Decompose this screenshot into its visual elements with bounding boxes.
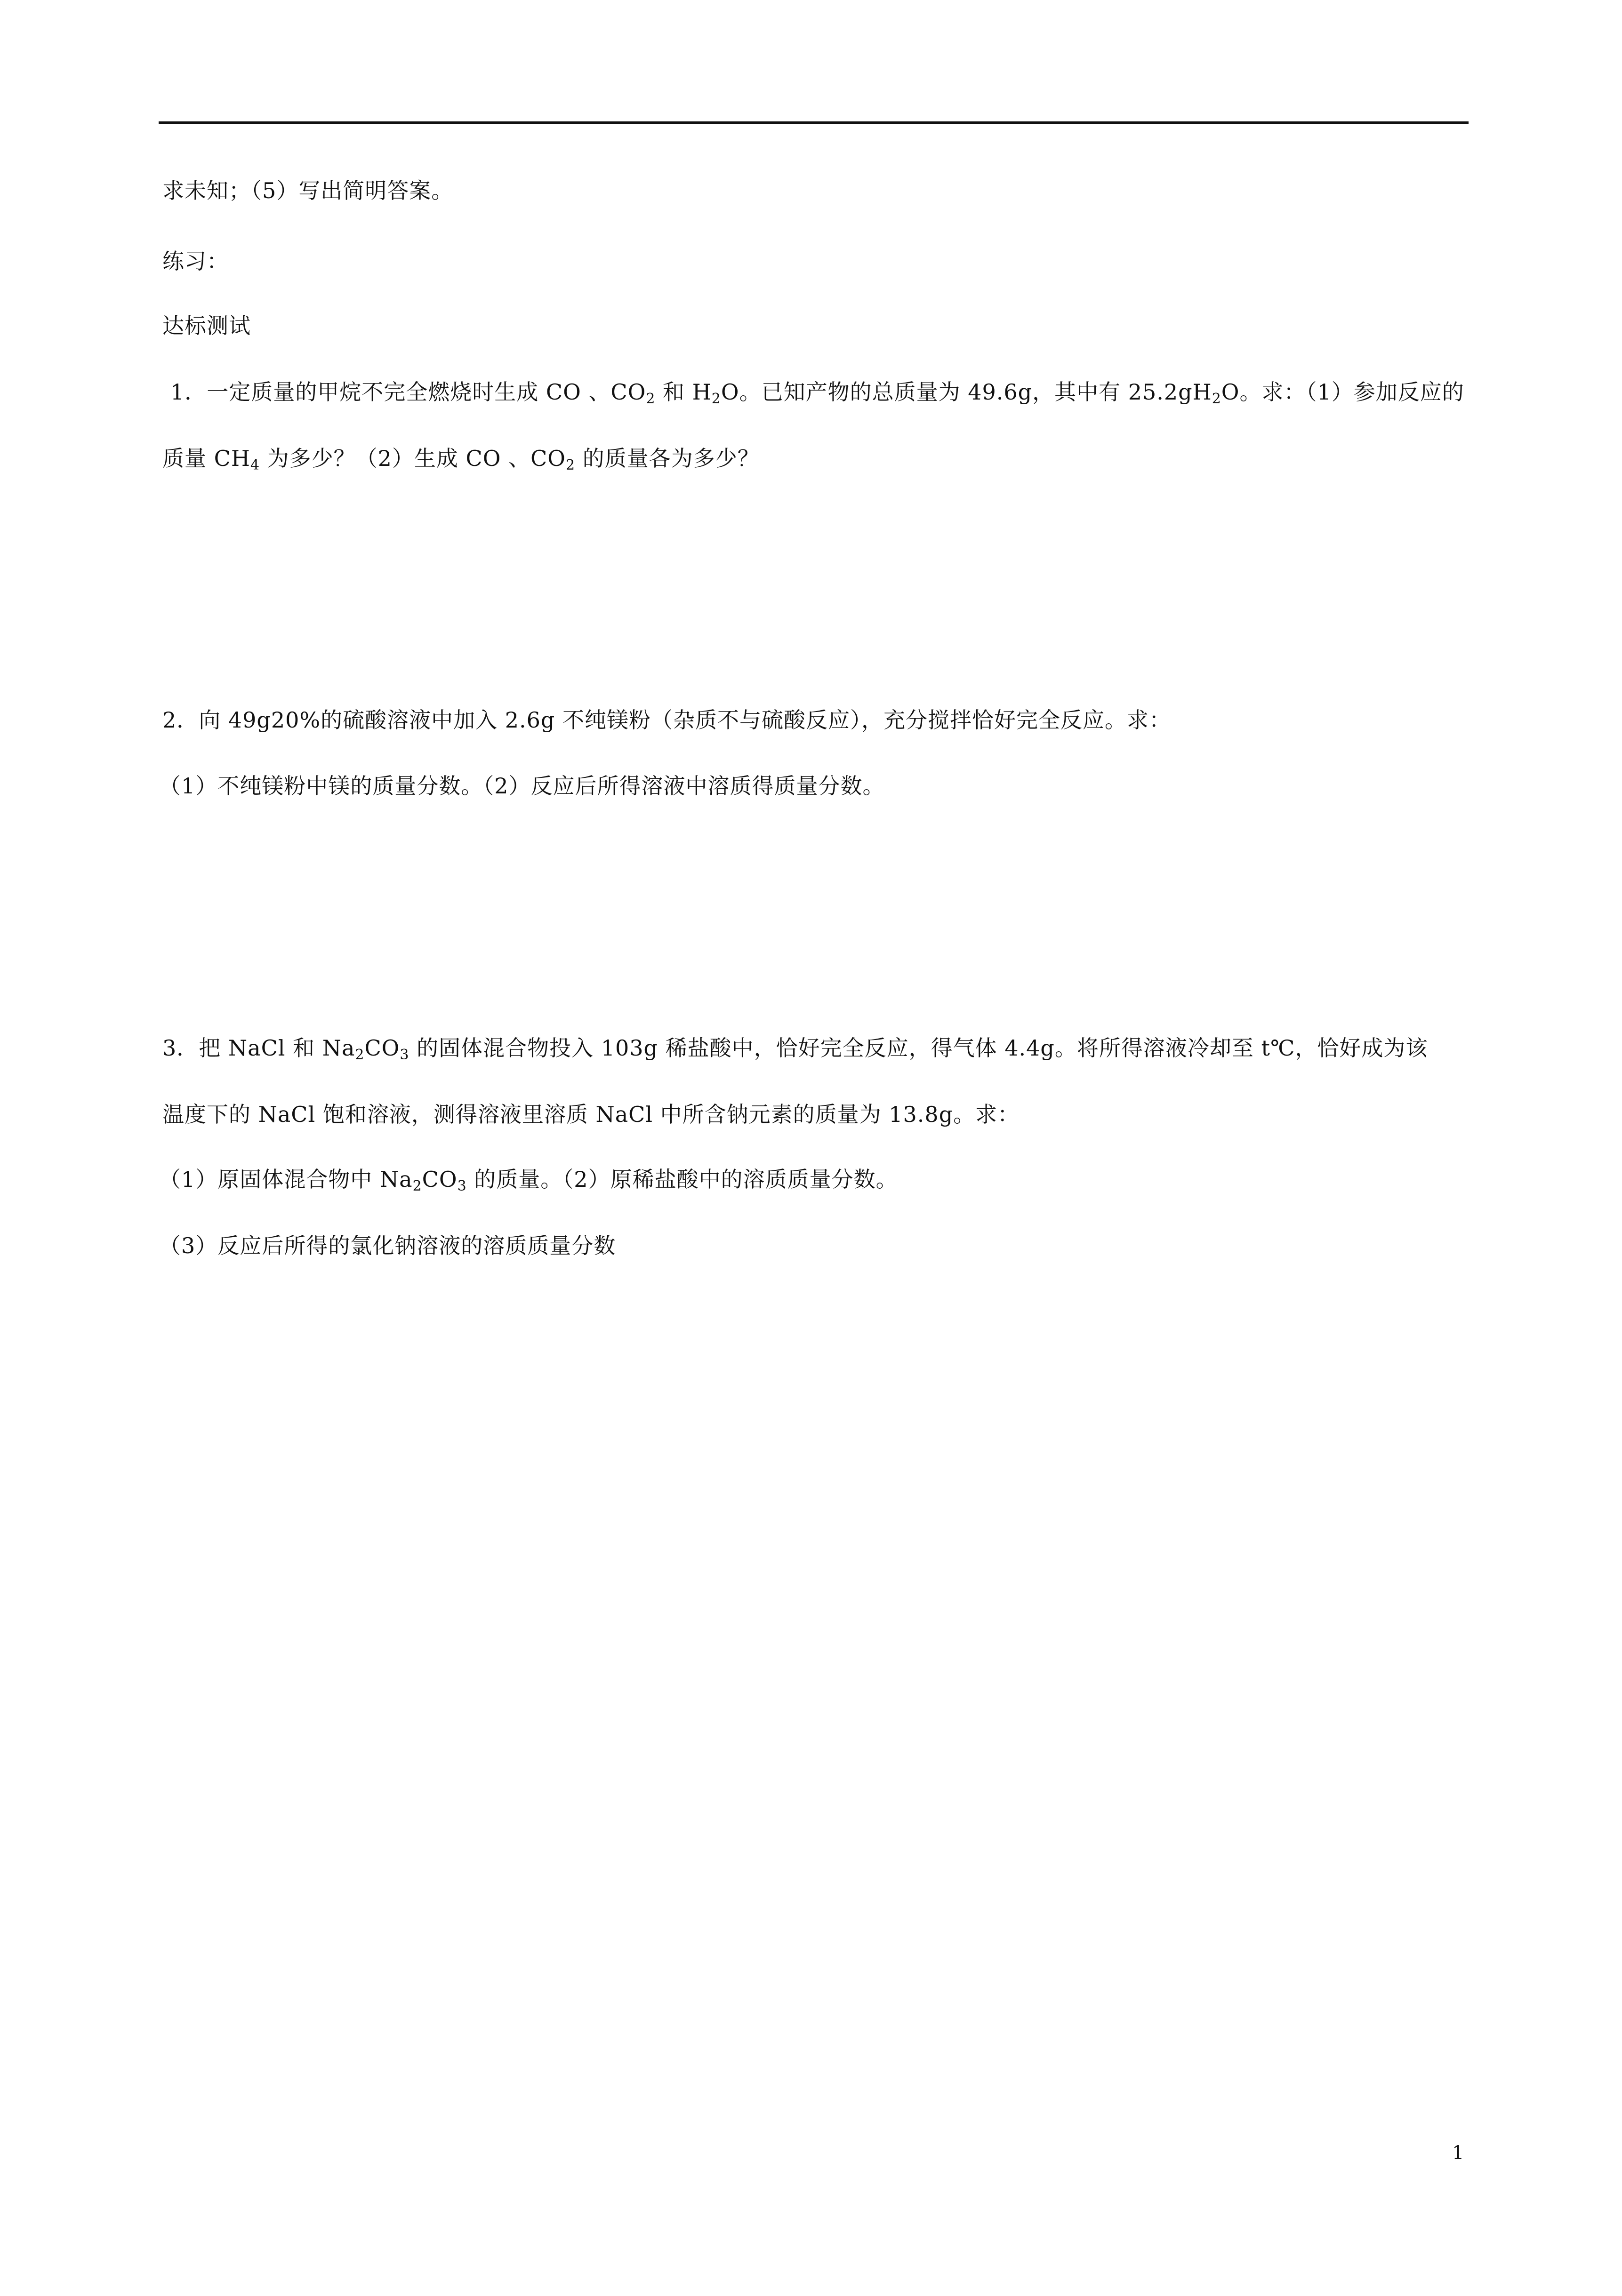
question-2-line-2: （1）不纯镁粉中镁的质量分数。（2）反应后所得溶液中溶质得质量分数。 bbox=[159, 773, 885, 799]
test-label: 达标测试 bbox=[162, 313, 251, 338]
question-3-line-2: 温度下的 NaCl 饱和溶液，测得溶液里溶质 NaCl 中所含钠元素的质量为 13.8g。求： bbox=[162, 1102, 1020, 1127]
practice-label: 练习： bbox=[162, 248, 229, 274]
question-3-line-3: （1）原固体混合物中 $Na_2CO_3$ 的质量。（2）原稀盐酸中的溶质质量分数。 bbox=[159, 1167, 898, 1194]
question-2-line-1: 2．向 49g20%的硫酸溶液中加入 2.6g 不纯镁粉（杂质不与硫酸反应），充分搅拌恰好完全反应。求： bbox=[162, 707, 1171, 733]
question-3-line-1: 3．把 NaCl 和 $Na_2CO_3$ 的固体混合物投入 103g 稀盐酸中，恰好完全反应，得气体 4.4g。将所得溶液冷却至 t℃，恰好成为该 bbox=[162, 1035, 1428, 1063]
intro-line: 求未知；（5）写出简明答案。 bbox=[162, 178, 454, 203]
question-3-line-4: （3）反应后所得的氯化钠溶液的溶质质量分数 bbox=[159, 1233, 616, 1258]
header-rule bbox=[159, 121, 1469, 124]
page-number: 1 bbox=[1452, 2142, 1464, 2164]
question-1-line-2: 质量 $CH_4$ 为多少？（2）生成 CO 、$CO_2$ 的质量各为多少？ bbox=[162, 446, 760, 473]
question-1-line-1: 1．一定质量的甲烷不完全燃烧时生成 CO 、$CO_2$ 和 $H_2O$。已知产物的总质量为 49.6g，其中有 $25.2gH_2O$。求：（1）参加反应的 bbox=[170, 379, 1464, 407]
